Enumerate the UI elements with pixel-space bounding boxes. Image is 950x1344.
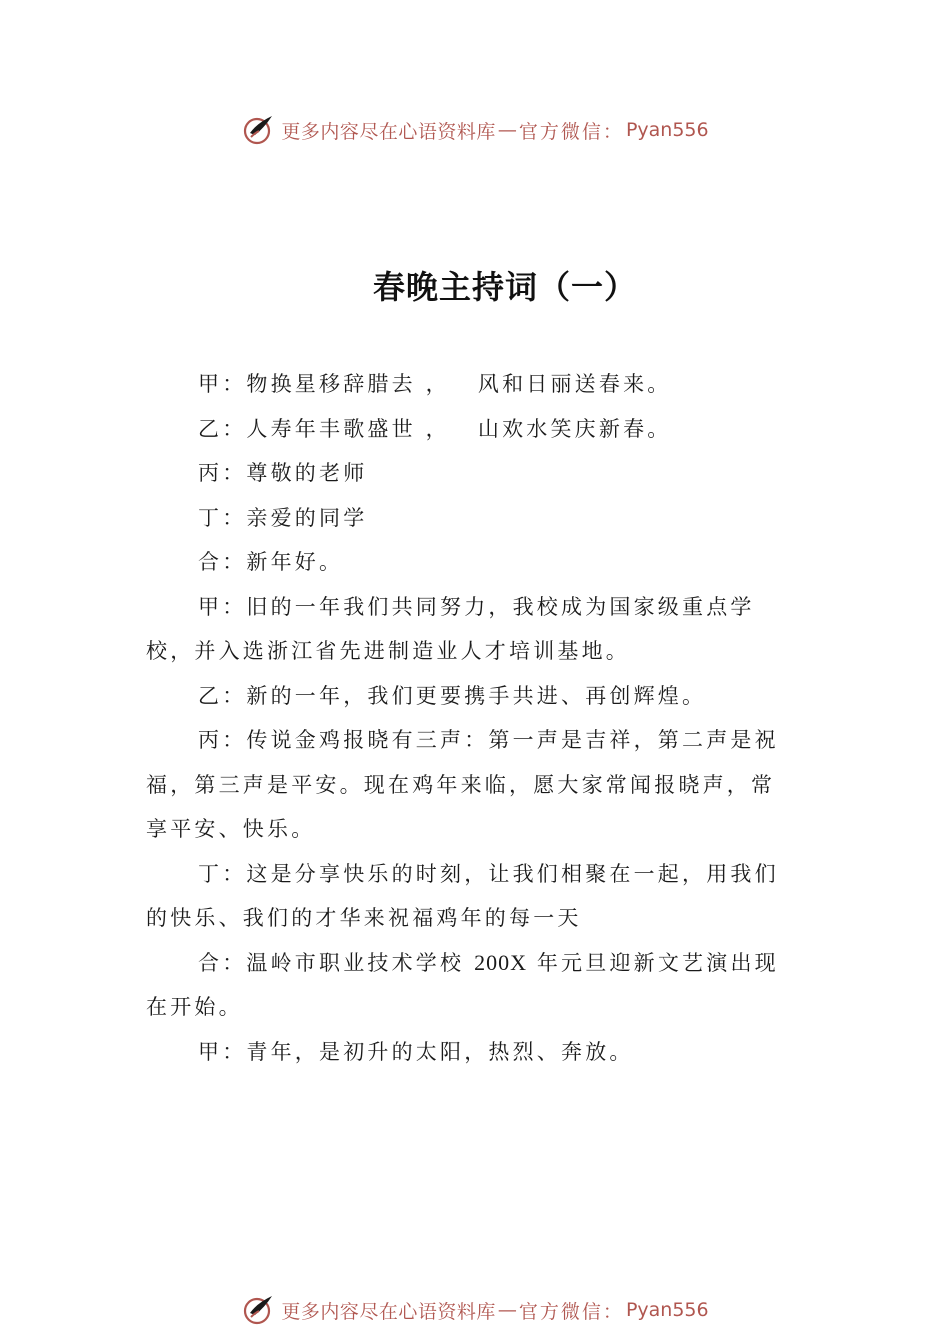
quill-logo-icon bbox=[241, 113, 275, 147]
document-body bbox=[146, 362, 796, 1074]
paragraph: 乙：新的一年，我们更要携手共进、再创辉煌。 bbox=[198, 683, 707, 708]
banner-brand-text: 更多内容尽在心语资料库 bbox=[281, 1300, 496, 1323]
paragraph: 甲：物换星移辞腊去 ， 风和日丽送春来。 bbox=[198, 372, 672, 396]
quill-logo-icon bbox=[241, 1293, 275, 1327]
paragraph: 丁：这是分享快乐的时刻，让我们相聚在一起，用我们的快乐、我们的才华来祝福鸡年的每一天 bbox=[146, 861, 779, 930]
paragraph: 合：温岭市职业技术学校 200X 年元旦迎新文艺演出现在开始。 bbox=[146, 949, 779, 1019]
footer-banner bbox=[0, 1290, 950, 1330]
banner-wechat-label: 官方微信： bbox=[518, 1300, 624, 1323]
paragraph: 丙：尊敬的老师 bbox=[198, 461, 368, 485]
banner-dash: — bbox=[497, 119, 517, 141]
paragraph: 丁：亲爱的同学 bbox=[198, 505, 368, 530]
banner-wechat-id: Pyan556 bbox=[625, 119, 709, 141]
paragraph: 合：新年好。 bbox=[198, 550, 344, 574]
page-title: 春晚主持词（一） bbox=[372, 268, 637, 306]
banner-brand-text: 更多内容尽在心语资料库 bbox=[281, 120, 496, 143]
banner-wechat-label: 官方微信： bbox=[518, 120, 624, 143]
header-banner bbox=[0, 110, 950, 150]
paragraph: 甲：青年，是初升的太阳，热烈、奔放。 bbox=[198, 1039, 634, 1064]
banner-dash: — bbox=[497, 1299, 517, 1321]
banner-wechat-id: Pyan556 bbox=[625, 1299, 709, 1321]
paragraph: 丙：传说金鸡报晓有三声：第一声是吉祥，第二声是祝福，第三声是平安。现在鸡年来临，愿大家常闻报晓声，常享平安、快乐。 bbox=[146, 728, 779, 841]
paragraph: 乙：人寿年丰歌盛世 ， 山欢水笑庆新春。 bbox=[198, 416, 672, 441]
paragraph: 甲：旧的一年我们共同努力，我校成为国家级重点学校，并入选浙江省先进制造业人才培训基地。 bbox=[146, 594, 755, 663]
